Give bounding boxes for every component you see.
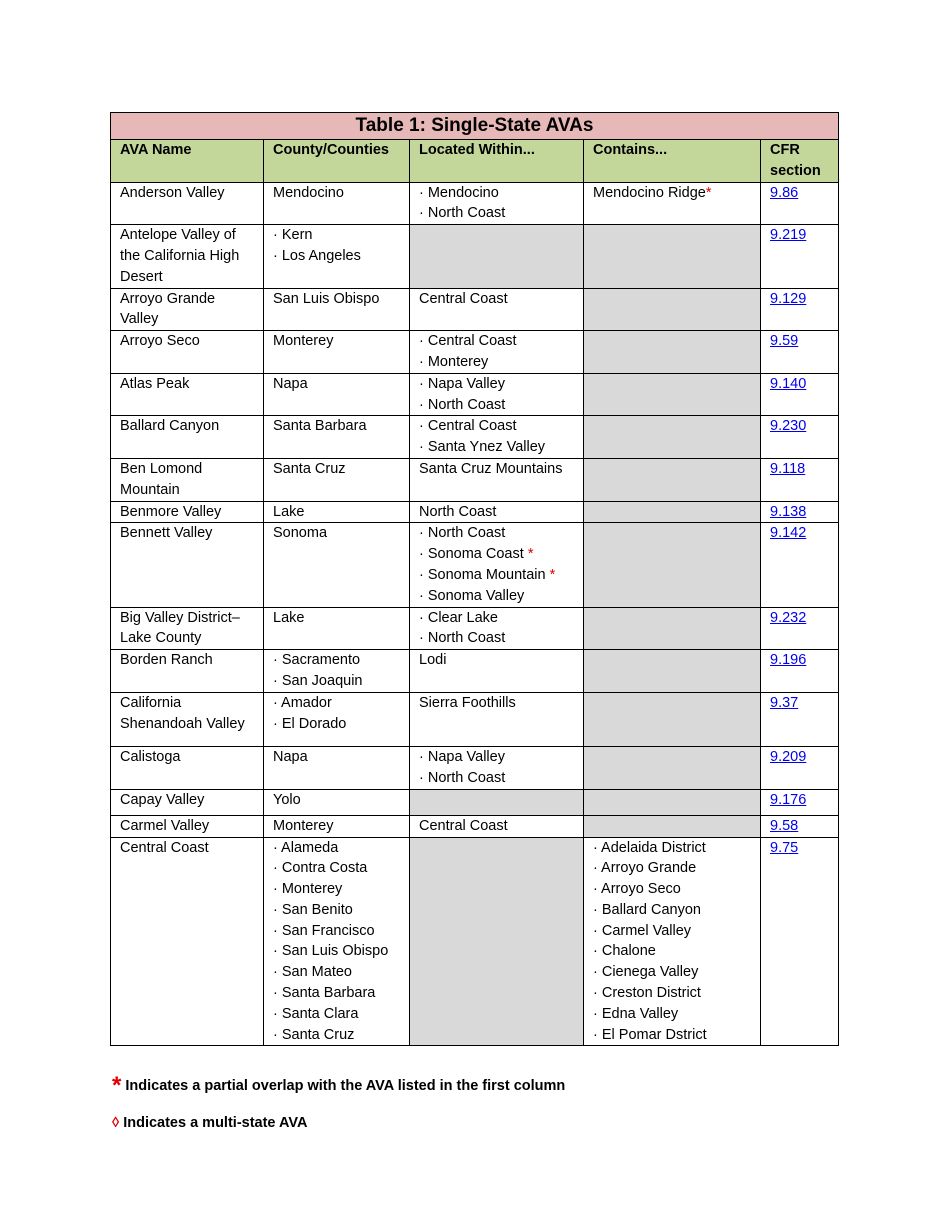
contains-cell [584,458,761,501]
cell-line: · North Coast [419,630,506,647]
located-within-cell [410,747,584,790]
cfr-section-link[interactable]: 9.58 [770,817,799,834]
table-row [111,458,839,501]
table-row [111,692,839,747]
county-cell [264,288,410,331]
cfr-section-cell [761,692,839,747]
cell-line: Central Coast [120,839,209,856]
cell-line: Central Coast [419,817,508,834]
cell-line: Lake [273,609,305,626]
cell-line: Benmore Valley [120,503,222,520]
county-cell [264,650,410,693]
cell-line: Lake [273,503,305,520]
cell-line: · San Francisco [273,922,375,939]
partial-overlap-marker-icon: * [705,184,712,201]
header-located-within: Located Within... [410,140,584,183]
located-within-cell [410,225,584,288]
cell-line: Santa Cruz [273,460,346,477]
cell-line: · Ballard Canyon [593,901,701,918]
cfr-section-cell [761,523,839,607]
cell-line: Arroyo Grande [120,290,216,307]
cfr-section-link[interactable]: 9.75 [770,839,799,856]
located-within-cell [410,650,584,693]
cfr-section-link[interactable]: 9.140 [770,375,807,392]
cell-line: Mendocino Ridge* [593,184,712,201]
cell-line: · Carmel Valley [593,922,692,939]
located-within-cell [410,815,584,837]
cfr-section-cell [761,373,839,416]
table-row [111,331,839,374]
county-cell [264,331,410,374]
ava-name-cell [111,182,264,225]
cell-line: Antelope Valley of [120,227,236,244]
located-within-cell [410,182,584,225]
table-row [111,523,839,607]
cell-line: · Clear Lake [419,609,498,626]
contains-cell [584,650,761,693]
note-multi-state-text: Indicates a multi-state AVA [123,1115,308,1131]
located-within-cell [410,607,584,650]
county-cell [264,458,410,501]
located-within-cell [410,692,584,747]
table-row [111,837,839,1046]
ava-name-cell [111,288,264,331]
cell-line: Monterey [273,817,334,834]
ava-name-cell [111,692,264,747]
cell-line: Lodi [419,652,447,669]
cell-line: Borden Ranch [120,652,213,669]
cell-line: · San Joaquin [273,672,363,689]
cell-line: · San Mateo [273,964,352,981]
cell-line: Arroyo Seco [120,333,200,350]
located-within-cell [410,523,584,607]
ava-name-cell [111,837,264,1046]
located-within-cell [410,837,584,1046]
table-title: Table 1: Single-State AVAs [111,113,839,140]
contains-cell [584,331,761,374]
cell-line: Mendocino [273,184,344,201]
contains-cell [584,815,761,837]
cell-line: Yolo [273,791,301,808]
cell-line: Santa Cruz Mountains [419,460,563,477]
contains-cell [584,182,761,225]
cell-line: · Santa Ynez Valley [419,439,546,456]
cell-line: Carmel Valley [120,817,210,834]
header-contains: Contains... [584,140,761,183]
red-diamond-icon: ◊ [112,1115,120,1131]
cell-line: · Amador [273,694,332,711]
ava-name-cell [111,501,264,523]
table-row [111,288,839,331]
county-cell [264,815,410,837]
contains-cell [584,288,761,331]
cell-line: Valley [120,311,159,328]
table-row [111,225,839,288]
cell-line: Ballard Canyon [120,418,220,435]
cell-line: Napa [273,749,308,766]
contains-cell [584,692,761,747]
table-row [111,650,839,693]
ava-name-cell [111,650,264,693]
cfr-section-link[interactable]: 9.196 [770,652,807,669]
county-cell [264,225,410,288]
cell-line: Capay Valley [120,791,205,808]
ava-name-cell [111,331,264,374]
county-cell [264,182,410,225]
located-within-cell [410,373,584,416]
cfr-section-link[interactable]: 9.230 [770,418,807,435]
cell-line: Lake County [120,630,202,647]
cfr-section-link[interactable]: 9.232 [770,609,807,626]
cfr-section-cell [761,837,839,1046]
county-cell [264,373,410,416]
cell-line: Mountain [120,481,180,498]
cell-line: · North Coast [419,205,506,222]
cell-line: · Chalone [593,943,656,960]
cell-line: · North Coast [419,770,506,787]
county-cell [264,837,410,1046]
cell-line: Shenandoah Valley [120,715,245,732]
cfr-section-link[interactable]: 9.129 [770,290,807,307]
cfr-section-link[interactable]: 9.138 [770,503,807,520]
cell-line: Central Coast [419,290,508,307]
located-within-cell [410,288,584,331]
cell-line: · San Benito [273,901,353,918]
cell-line: · Santa Barbara [273,985,376,1002]
county-cell [264,523,410,607]
cell-line: · Arroyo Seco [593,881,681,898]
cell-line: · North Coast [419,396,506,413]
cfr-section-link[interactable]: 9.86 [770,184,799,201]
red-asterisk-icon: * [112,1072,122,1099]
county-cell [264,747,410,790]
ava-name-cell [111,747,264,790]
contains-cell [584,607,761,650]
cell-line: California [120,694,182,711]
ava-name-cell [111,416,264,459]
contains-cell [584,747,761,790]
table-row [111,373,839,416]
partial-overlap-marker-icon: * [527,546,534,563]
county-cell [264,789,410,815]
cell-line: · Sonoma Coast * [419,546,534,563]
cell-line: · North Coast [419,525,506,542]
contains-cell [584,225,761,288]
cfr-section-cell [761,458,839,501]
ava-name-cell [111,458,264,501]
contains-cell [584,837,761,1046]
located-within-cell [410,458,584,501]
county-cell [264,501,410,523]
cfr-section-cell [761,747,839,790]
cell-line: · Alameda [273,839,339,856]
cell-line: · El Pomar Dstrict [593,1026,707,1043]
table-row [111,182,839,225]
cell-line: · San Luis Obispo [273,943,389,960]
cfr-section-cell [761,501,839,523]
cell-line: Bennett Valley [120,525,213,542]
contains-cell [584,416,761,459]
cell-line: Sonoma [273,525,328,542]
county-cell [264,416,410,459]
note-partial-overlap [112,1072,565,1100]
located-within-cell [410,416,584,459]
cell-line: Anderson Valley [120,184,225,201]
ava-name-cell [111,373,264,416]
cell-line: · El Dorado [273,715,347,732]
cell-line: Atlas Peak [120,375,190,392]
cfr-section-cell [761,650,839,693]
ava-name-cell [111,789,264,815]
cell-line: · Monterey [273,881,343,898]
cfr-section-cell [761,225,839,288]
cfr-section-cell [761,416,839,459]
cell-line: Sierra Foothills [419,694,516,711]
cfr-section-link[interactable]: 9.209 [770,749,807,766]
table-row [111,607,839,650]
cell-line: · Central Coast [419,333,517,350]
cfr-section-link[interactable]: 9.176 [770,791,807,808]
cfr-section-cell [761,607,839,650]
cfr-section-link[interactable]: 9.219 [770,227,807,244]
cell-line: North Coast [419,503,497,520]
ava-name-cell [111,607,264,650]
cell-line: · Napa Valley [419,375,505,392]
cfr-section-cell [761,288,839,331]
cell-line: · Santa Clara [273,1005,359,1022]
cfr-section-link[interactable]: 9.37 [770,694,799,711]
cell-line: San Luis Obispo [273,290,380,307]
header-ava-name: AVA Name [111,140,264,183]
ava-name-cell [111,225,264,288]
cfr-section-cell [761,331,839,374]
located-within-cell [410,331,584,374]
table-row [111,747,839,790]
contains-cell [584,523,761,607]
single-state-ava-table [110,112,839,1046]
ava-name-cell [111,523,264,607]
cell-line: · Sacramento [273,652,361,669]
header-cfr-section: CFR section [761,140,839,183]
cell-line: Santa Barbara [273,418,367,435]
cell-line: · Adelaida District [593,839,706,856]
cell-line: · Central Coast [419,418,517,435]
table-row [111,815,839,837]
located-within-cell [410,501,584,523]
cell-line: the California High [120,247,240,264]
contains-cell [584,789,761,815]
table-row [111,789,839,815]
cfr-section-link[interactable]: 9.59 [770,333,799,350]
cell-line: · Monterey [419,353,489,370]
cfr-section-cell [761,182,839,225]
cell-line: · Santa Cruz [273,1026,355,1043]
cell-line: Ben Lomond [120,460,203,477]
cfr-section-cell [761,815,839,837]
note-multi-state [112,1115,307,1131]
county-cell [264,607,410,650]
cell-line: · Sonoma Mountain * [419,566,556,583]
partial-overlap-marker-icon: * [549,566,556,583]
table-body [111,182,839,1046]
contains-cell [584,501,761,523]
county-cell [264,692,410,747]
cell-line: · Sonoma Valley [419,587,525,604]
cell-line: · Creston District [593,985,701,1002]
table-row [111,416,839,459]
note-partial-overlap-text: Indicates a partial overlap with the AVA listed in the first column [125,1078,566,1094]
cell-line: · Napa Valley [419,749,505,766]
cell-line: · Edna Valley [593,1005,679,1022]
cell-line: · Contra Costa [273,860,368,877]
cell-line: · Mendocino [419,184,499,201]
cell-line: Napa [273,375,308,392]
cell-line: · Kern [273,227,313,244]
cfr-section-link[interactable]: 9.118 [770,460,806,477]
cell-line: · Los Angeles [273,247,361,264]
cell-line: · Cienega Valley [593,964,699,981]
cell-line: · Arroyo Grande [593,860,697,877]
cell-line: Monterey [273,333,334,350]
located-within-cell [410,789,584,815]
cfr-section-link[interactable]: 9.142 [770,525,807,542]
cfr-section-cell [761,789,839,815]
cell-line: Calistoga [120,749,181,766]
table-row [111,501,839,523]
cell-line: Desert [120,268,163,285]
cell-line: Big Valley District– [120,609,240,626]
ava-name-cell [111,815,264,837]
contains-cell [584,373,761,416]
header-county: County/Counties [264,140,410,183]
